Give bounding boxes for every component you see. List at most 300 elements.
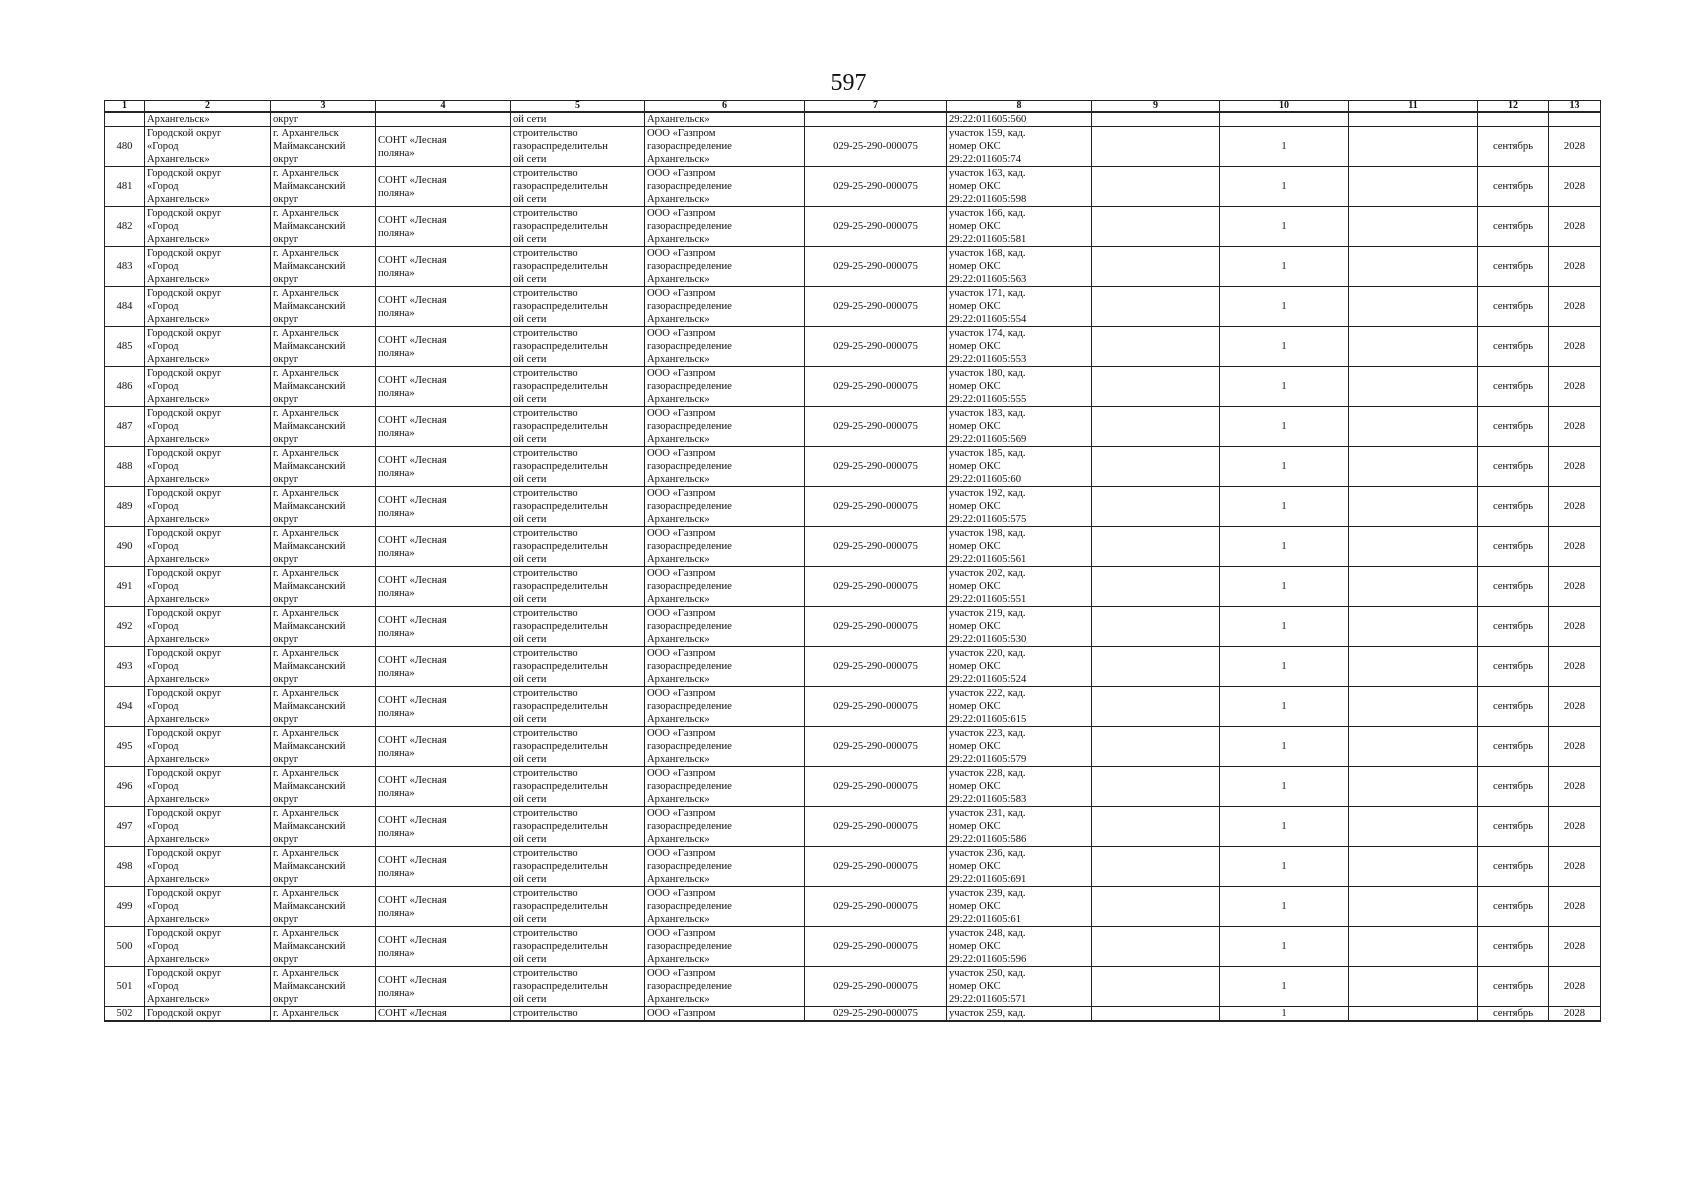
work-type-cell-line: ой сети	[513, 994, 547, 1005]
settlement-cell-line: СОНТ «Лесная	[378, 534, 447, 546]
municipality-cell-line: Архангельск»	[147, 154, 210, 165]
district-cell	[271, 287, 376, 327]
municipality-cell-line: «Город	[147, 141, 179, 152]
district-cell-line: округ	[273, 754, 299, 765]
district-cell-line: г. Архангельск	[273, 608, 339, 619]
district-cell-line: округ	[273, 834, 299, 845]
work-type-cell-line: строительство	[513, 448, 578, 459]
empty-cell	[1349, 727, 1478, 767]
work-type-cell	[511, 807, 645, 847]
work-type-cell-line: ой сети	[513, 474, 547, 485]
district-cell-line: г. Архангельск	[273, 768, 339, 779]
district-cell	[271, 327, 376, 367]
district-cell-line: г. Архангельск	[273, 848, 339, 859]
municipality-cell-line: «Город	[147, 861, 179, 872]
plot-cell	[947, 1007, 1092, 1022]
municipality-cell-line: «Город	[147, 221, 179, 232]
plot-cell-line: участок 171, кад.	[949, 288, 1026, 299]
program-code-cell: 029-25-290-000075	[805, 1007, 947, 1022]
municipality-cell	[145, 847, 271, 887]
empty-cell	[1092, 167, 1220, 207]
settlement-cell-line: поляна»	[378, 387, 415, 399]
organization-cell-line: газораспределение	[647, 901, 732, 912]
empty-cell	[1349, 687, 1478, 727]
program-code-cell: 029-25-290-000075	[805, 167, 947, 207]
program-code-cell: 029-25-290-000075	[805, 287, 947, 327]
work-type-cell-line: газораспределительн	[513, 501, 608, 512]
settlement-cell	[376, 447, 511, 487]
header-cell: 5	[511, 101, 645, 113]
municipality-cell-line: «Город	[147, 821, 179, 832]
municipality-cell-line: «Город	[147, 781, 179, 792]
month-cell: сентябрь	[1478, 487, 1549, 527]
district-cell-line: округ	[273, 154, 299, 165]
plot-cell-line: участок 198, кад.	[949, 528, 1026, 539]
organization-cell-line: ООО «Газпром	[647, 648, 716, 659]
table-row	[105, 487, 1601, 527]
municipality-cell	[145, 767, 271, 807]
settlement-cell	[376, 287, 511, 327]
organization-cell-line: Архангельск»	[647, 634, 710, 645]
number-cell: 486	[105, 367, 145, 407]
municipality-cell-line: Городской округ	[147, 128, 222, 139]
municipality-cell-line: Архангельск»	[147, 354, 210, 365]
empty-cell	[1349, 367, 1478, 407]
month-cell: сентябрь	[1478, 327, 1549, 367]
plot-cell-line: 29:22:011605:571	[949, 994, 1027, 1005]
settlement-cell-line: СОНТ «Лесная	[378, 174, 447, 186]
settlement-cell-line: СОНТ «Лесная	[378, 334, 447, 346]
municipality-cell-line: Городской округ	[147, 488, 222, 499]
settlement-cell-line: СОНТ «Лесная	[378, 734, 447, 746]
empty-cell	[1349, 207, 1478, 247]
district-cell	[271, 207, 376, 247]
count-cell: 1	[1220, 247, 1349, 287]
table-row	[105, 447, 1601, 487]
settlement-cell-line: СОНТ «Лесная	[378, 414, 447, 426]
number-cell: 497	[105, 807, 145, 847]
program-code-cell: 029-25-290-000075	[805, 407, 947, 447]
district-cell	[271, 967, 376, 1007]
year-cell: 2028	[1549, 247, 1601, 287]
municipality-cell-line: «Город	[147, 941, 179, 952]
page-number: 597	[830, 70, 867, 96]
municipality-cell-line: Архангельск»	[147, 634, 210, 645]
program-code-cell: 029-25-290-000075	[805, 487, 947, 527]
year-cell: 2028	[1549, 327, 1601, 367]
work-type-cell-line: строительство	[513, 768, 578, 779]
year-cell	[1549, 112, 1601, 127]
register-table	[104, 100, 1601, 1022]
table-row	[105, 207, 1601, 247]
program-code-cell: 029-25-290-000075	[805, 607, 947, 647]
plot-cell-line: номер ОКС	[949, 661, 1001, 672]
settlement-cell	[376, 367, 511, 407]
settlement-cell-line: СОНТ «Лесная	[378, 574, 447, 586]
number-cell: 492	[105, 607, 145, 647]
settlement-cell-line: СОНТ «Лесная	[378, 214, 447, 226]
organization-cell-line: Архангельск»	[647, 474, 710, 485]
work-type-cell-line: ой сети	[513, 954, 547, 965]
plot-cell-line: 29:22:011605:563	[949, 274, 1027, 285]
work-type-cell-line: ой сети	[513, 234, 547, 245]
work-type-cell-line: строительство	[513, 568, 578, 579]
plot-cell	[947, 447, 1092, 487]
organization-cell-line: газораспределение	[647, 461, 732, 472]
organization-cell	[645, 807, 805, 847]
plot-cell: 29:22:011605:560	[947, 112, 1092, 127]
municipality-cell-line: «Город	[147, 181, 179, 192]
plot-cell-line: 29:22:011605:530	[949, 634, 1027, 645]
organization-cell	[645, 167, 805, 207]
plot-cell-line: номер ОКС	[949, 981, 1001, 992]
settlement-cell-line: поляна»	[378, 227, 415, 239]
number-cell: 490	[105, 527, 145, 567]
number-cell: 498	[105, 847, 145, 887]
organization-cell-line: газораспределение	[647, 781, 732, 792]
plot-cell-line: 29:22:011605:583	[949, 794, 1027, 805]
plot-cell	[947, 207, 1092, 247]
work-type-cell-line: ой сети	[513, 794, 547, 805]
work-type-cell-line: ой сети	[513, 874, 547, 885]
organization-cell-line: ООО «Газпром	[647, 328, 716, 339]
organization-cell	[645, 967, 805, 1007]
organization-cell-line: газораспределение	[647, 141, 732, 152]
work-type-cell-line: ой сети	[513, 714, 547, 725]
plot-cell-line: номер ОКС	[949, 301, 1001, 312]
work-type-cell	[511, 447, 645, 487]
organization-cell-line: газораспределение	[647, 381, 732, 392]
organization-cell-line: газораспределение	[647, 221, 732, 232]
plot-cell-line: номер ОКС	[949, 541, 1001, 552]
district-cell-line: г. Архангельск	[273, 248, 339, 259]
work-type-cell-line: газораспределительн	[513, 741, 608, 752]
organization-cell-line: Архангельск»	[647, 874, 710, 885]
work-type-cell-line: ой сети	[513, 154, 547, 165]
empty-cell	[1092, 247, 1220, 287]
work-type-cell	[511, 887, 645, 927]
empty-cell	[1349, 327, 1478, 367]
program-code-cell: 029-25-290-000075	[805, 527, 947, 567]
month-cell: сентябрь	[1478, 607, 1549, 647]
plot-cell-line: участок 202, кад.	[949, 568, 1026, 579]
month-cell: сентябрь	[1478, 207, 1549, 247]
settlement-cell-line: поляна»	[378, 747, 415, 759]
plot-cell-line: 29:22:011605:579	[949, 754, 1027, 765]
organization-cell-line: Архангельск»	[647, 194, 710, 205]
district-cell-line: Маймаксанский	[273, 341, 346, 352]
program-code-cell: 029-25-290-000075	[805, 927, 947, 967]
program-code-cell	[805, 112, 947, 127]
municipality-cell-line: Городской округ	[147, 888, 222, 899]
municipality-cell	[145, 367, 271, 407]
work-type-cell	[511, 367, 645, 407]
number-cell: 491	[105, 567, 145, 607]
district-cell-line: округ	[273, 194, 299, 205]
settlement-cell-line: поляна»	[378, 467, 415, 479]
district-cell-line: г. Архангельск	[273, 888, 339, 899]
organization-cell	[645, 607, 805, 647]
settlement-cell	[376, 807, 511, 847]
settlement-cell	[376, 567, 511, 607]
work-type-cell-line: строительство	[513, 888, 578, 899]
month-cell: сентябрь	[1478, 167, 1549, 207]
empty-cell	[1349, 487, 1478, 527]
year-cell: 2028	[1549, 127, 1601, 167]
municipality-cell: Архангельск»	[145, 112, 271, 127]
settlement-cell-line: СОНТ «Лесная	[378, 494, 447, 506]
plot-cell-line: 29:22:011605:561	[949, 554, 1027, 565]
settlement-cell-line: поляна»	[378, 427, 415, 439]
organization-cell-line: Архангельск»	[647, 794, 710, 805]
organization-cell-line: газораспределение	[647, 541, 732, 552]
work-type-cell-line: строительство	[513, 528, 578, 539]
settlement-cell-line: поляна»	[378, 987, 415, 999]
work-type-cell-line: газораспределительн	[513, 701, 608, 712]
count-cell: 1	[1220, 1007, 1349, 1022]
work-type-cell-line: газораспределительн	[513, 821, 608, 832]
year-cell: 2028	[1549, 647, 1601, 687]
month-cell: сентябрь	[1478, 927, 1549, 967]
municipality-cell-line: «Город	[147, 341, 179, 352]
settlement-cell-line: поляна»	[378, 587, 415, 599]
plot-cell-line: 29:22:011605:569	[949, 434, 1027, 445]
district-cell	[271, 647, 376, 687]
municipality-cell-line: Архангельск»	[147, 674, 210, 685]
settlement-cell	[376, 967, 511, 1007]
program-code-cell: 029-25-290-000075	[805, 647, 947, 687]
empty-cell	[1092, 727, 1220, 767]
organization-cell-line: Архангельск»	[647, 554, 710, 565]
work-type-cell	[511, 167, 645, 207]
organization-cell-line: газораспределение	[647, 941, 732, 952]
municipality-cell-line: Городской округ	[147, 848, 222, 859]
empty-cell	[1349, 287, 1478, 327]
plot-cell-line: участок 192, кад.	[949, 488, 1026, 499]
settlement-cell-line: поляна»	[378, 667, 415, 679]
table-row	[105, 407, 1601, 447]
month-cell: сентябрь	[1478, 767, 1549, 807]
district-cell-line: г. Архангельск	[273, 648, 339, 659]
municipality-cell-line: Архангельск»	[147, 914, 210, 925]
number-cell: 488	[105, 447, 145, 487]
table-row	[105, 367, 1601, 407]
header-cell: 2	[145, 101, 271, 113]
organization-cell-line: газораспределение	[647, 621, 732, 632]
work-type-cell-line: ой сети	[513, 514, 547, 525]
count-cell: 1	[1220, 487, 1349, 527]
work-type-cell	[511, 967, 645, 1007]
district-cell-line: округ	[273, 314, 299, 325]
municipality-cell-line: Архангельск»	[147, 194, 210, 205]
district-cell-line: г. Архангельск	[273, 528, 339, 539]
plot-cell-line: номер ОКС	[949, 381, 1001, 392]
program-code-cell: 029-25-290-000075	[805, 447, 947, 487]
table-row	[105, 287, 1601, 327]
month-cell: сентябрь	[1478, 807, 1549, 847]
work-type-cell-line: ой сети	[513, 434, 547, 445]
municipality-cell	[145, 1007, 271, 1022]
district-cell-line: Маймаксанский	[273, 541, 346, 552]
count-cell: 1	[1220, 287, 1349, 327]
settlement-cell-line: СОНТ «Лесная	[378, 654, 447, 666]
number-cell: 496	[105, 767, 145, 807]
organization-cell-line: ООО «Газпром	[647, 608, 716, 619]
municipality-cell-line: Архангельск»	[147, 474, 210, 485]
municipality-cell	[145, 247, 271, 287]
district-cell	[271, 487, 376, 527]
settlement-cell	[376, 127, 511, 167]
work-type-cell-line: строительство	[513, 288, 578, 299]
count-cell: 1	[1220, 207, 1349, 247]
empty-cell	[1092, 647, 1220, 687]
settlement-cell	[376, 607, 511, 647]
municipality-cell-line: Городской округ	[147, 168, 222, 179]
plot-cell	[947, 527, 1092, 567]
plot-cell-line: участок 168, кад.	[949, 248, 1026, 259]
empty-cell	[1349, 927, 1478, 967]
district-cell-line: округ	[273, 234, 299, 245]
organization-cell	[645, 487, 805, 527]
month-cell: сентябрь	[1478, 127, 1549, 167]
municipality-cell-line: Городской округ	[147, 408, 222, 419]
settlement-cell	[376, 767, 511, 807]
organization-cell	[645, 927, 805, 967]
empty-cell	[1349, 167, 1478, 207]
settlement-cell-line: поляна»	[378, 827, 415, 839]
settlement-cell-line: СОНТ «Лесная	[378, 694, 447, 706]
settlement-cell	[376, 647, 511, 687]
count-cell: 1	[1220, 767, 1349, 807]
settlement-cell	[376, 247, 511, 287]
work-type-cell-line: строительство	[513, 368, 578, 379]
month-cell: сентябрь	[1478, 847, 1549, 887]
count-cell: 1	[1220, 647, 1349, 687]
work-type-cell-line: ой сети	[513, 354, 547, 365]
year-cell: 2028	[1549, 767, 1601, 807]
empty-cell	[1349, 247, 1478, 287]
plot-cell-line: 29:22:011605:553	[949, 354, 1027, 365]
number-cell: 489	[105, 487, 145, 527]
organization-cell-line: Архангельск»	[647, 274, 710, 285]
empty-cell	[1349, 647, 1478, 687]
empty-cell	[1092, 367, 1220, 407]
municipality-cell-line: Архангельск»	[147, 954, 210, 965]
work-type-cell-line: газораспределительн	[513, 541, 608, 552]
header-cell: 7	[805, 101, 947, 113]
district-cell-line: Маймаксанский	[273, 261, 346, 272]
count-cell: 1	[1220, 807, 1349, 847]
month-cell: сентябрь	[1478, 287, 1549, 327]
municipality-cell-line: «Город	[147, 661, 179, 672]
empty-cell	[1092, 887, 1220, 927]
organization-cell-line: газораспределение	[647, 341, 732, 352]
work-type-cell	[511, 767, 645, 807]
settlement-cell-line: поляна»	[378, 947, 415, 959]
organization-cell	[645, 207, 805, 247]
municipality-cell-line: «Город	[147, 541, 179, 552]
header-cell: 3	[271, 101, 376, 113]
count-cell: 1	[1220, 927, 1349, 967]
organization-cell-line: газораспределение	[647, 261, 732, 272]
work-type-cell-line: строительство	[513, 248, 578, 259]
district-cell: округ	[271, 112, 376, 127]
district-cell-line: округ	[273, 554, 299, 565]
work-type-cell	[511, 847, 645, 887]
plot-cell	[947, 647, 1092, 687]
municipality-cell	[145, 607, 271, 647]
header-cell: 8	[947, 101, 1092, 113]
organization-cell-line: газораспределение	[647, 581, 732, 592]
organization-cell-line: газораспределение	[647, 301, 732, 312]
work-type-cell-line: ой сети	[513, 194, 547, 205]
year-cell: 2028	[1549, 727, 1601, 767]
municipality-cell	[145, 967, 271, 1007]
count-cell: 1	[1220, 327, 1349, 367]
municipality-cell-line: Городской округ	[147, 568, 222, 579]
work-type-cell	[511, 487, 645, 527]
work-type-cell-line: газораспределительн	[513, 221, 608, 232]
municipality-cell	[145, 287, 271, 327]
plot-cell-line: номер ОКС	[949, 261, 1001, 272]
table-row	[105, 887, 1601, 927]
work-type-cell	[511, 327, 645, 367]
organization-cell-line: ООО «Газпром	[647, 728, 716, 739]
program-code-cell: 029-25-290-000075	[805, 687, 947, 727]
municipality-cell-line: «Город	[147, 581, 179, 592]
organization-cell-line: газораспределение	[647, 421, 732, 432]
month-cell: сентябрь	[1478, 247, 1549, 287]
plot-cell-line: участок 166, кад.	[949, 208, 1026, 219]
work-type-cell	[511, 1007, 645, 1022]
district-cell-line: г. Архангельск	[273, 408, 339, 419]
work-type-cell-line: газораспределительн	[513, 981, 608, 992]
settlement-cell	[376, 327, 511, 367]
empty-cell	[1092, 207, 1220, 247]
district-cell-line: округ	[273, 594, 299, 605]
table-row	[105, 847, 1601, 887]
district-cell-line: г. Архангельск	[273, 288, 339, 299]
empty-cell	[1349, 887, 1478, 927]
municipality-cell-line: «Город	[147, 261, 179, 272]
work-type-cell-line: строительство	[513, 848, 578, 859]
district-cell-line: г. Архангельск	[273, 968, 339, 979]
settlement-cell-line: СОНТ «Лесная	[378, 894, 447, 906]
municipality-cell-line: Архангельск»	[147, 434, 210, 445]
plot-cell-line: 29:22:011605:596	[949, 954, 1027, 965]
district-cell-line: Маймаксанский	[273, 501, 346, 512]
municipality-cell-line: «Город	[147, 701, 179, 712]
district-cell	[271, 727, 376, 767]
work-type-cell-line: газораспределительн	[513, 181, 608, 192]
empty-cell	[1092, 1007, 1220, 1022]
settlement-cell	[376, 1007, 511, 1022]
year-cell: 2028	[1549, 167, 1601, 207]
work-type-cell-line: газораспределительн	[513, 941, 608, 952]
work-type-cell-line: ой сети	[513, 674, 547, 685]
settlement-cell	[376, 727, 511, 767]
organization-cell-line: Архангельск»	[647, 154, 710, 165]
work-type-cell-line: строительство	[513, 968, 578, 979]
organization-cell-line: Архангельск»	[647, 834, 710, 845]
plot-cell	[947, 407, 1092, 447]
empty-cell	[1092, 487, 1220, 527]
year-cell: 2028	[1549, 927, 1601, 967]
district-cell	[271, 927, 376, 967]
table-row	[105, 167, 1601, 207]
work-type-cell-line: ой сети	[513, 554, 547, 565]
plot-cell-line: 29:22:011605:586	[949, 834, 1027, 845]
